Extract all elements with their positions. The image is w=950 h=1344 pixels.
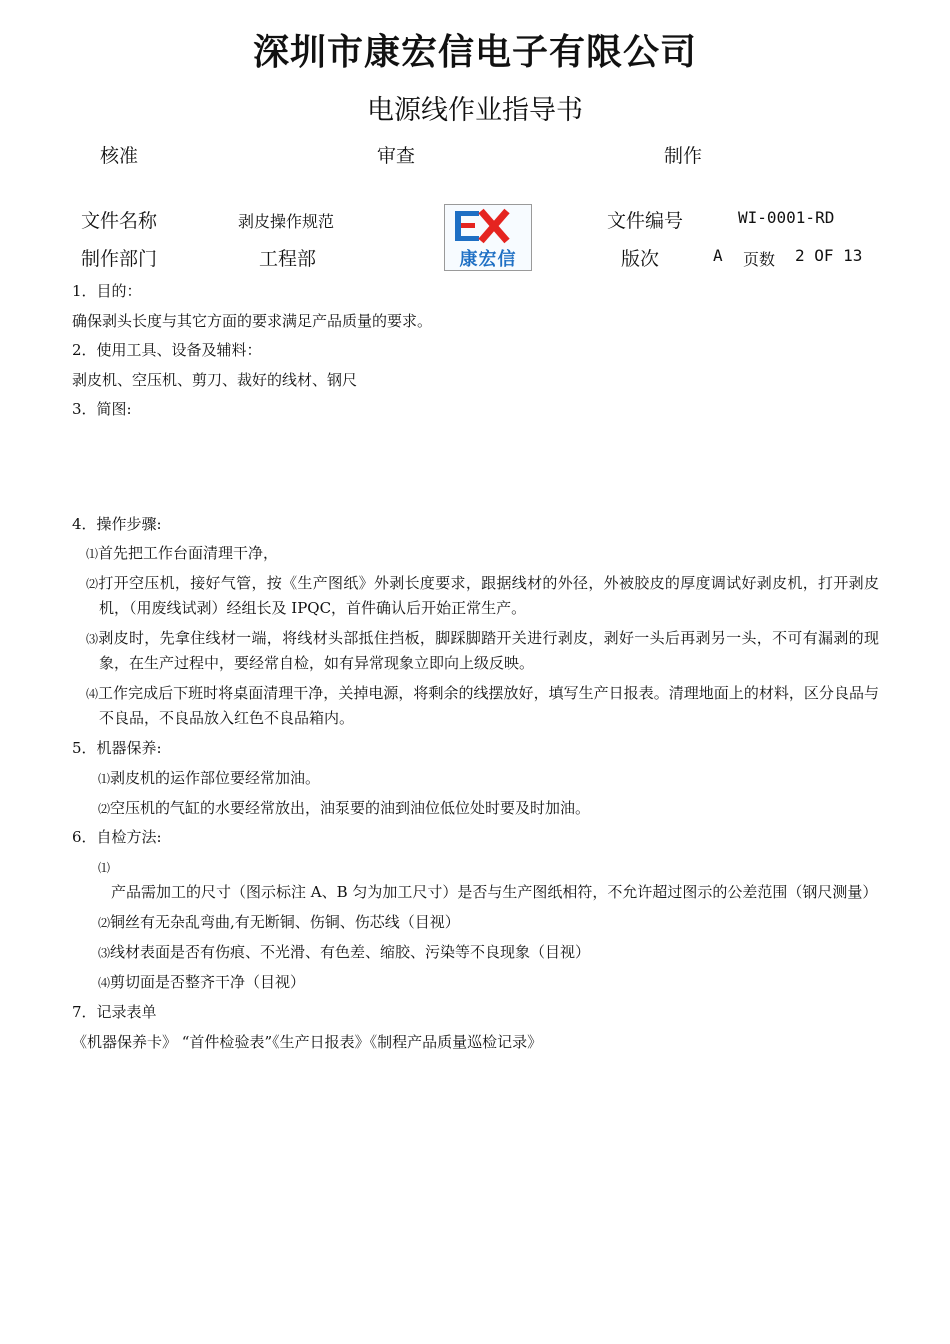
inspection-item xyxy=(98,855,876,904)
review-label: 审查 xyxy=(377,145,416,167)
page-value: 2 OF 13 xyxy=(795,246,863,265)
logo-text: 康宏信 xyxy=(459,249,517,270)
step-text: 打开空压机，接好气管，按《生产图纸》外剥长度要求，跟据线材的外径，外被胶皮的厚度调试好剥皮机，打开剥皮机，（用废线试剥）经组长及 IPQC，首件确认后开始正常生产。 xyxy=(98,574,879,617)
item-text: 剥皮机的运作部位要经常加油。 xyxy=(110,769,321,787)
item-number: ⑵ xyxy=(98,916,111,930)
step-number: ⑴ xyxy=(86,547,99,561)
file-name-value: 剥皮操作规范 xyxy=(238,212,335,231)
section-5-heading: 5．机器保养: xyxy=(72,739,162,757)
dept-value: 工程部 xyxy=(259,248,317,270)
item-text: 剪切面是否整齐干净（目视） xyxy=(110,973,306,991)
step-item xyxy=(86,541,879,566)
make-label: 制作 xyxy=(664,145,703,167)
inspection-item xyxy=(98,970,305,995)
step-text: 首先把工作台面清理干净， xyxy=(98,544,279,562)
approve-label: 核准 xyxy=(100,145,139,167)
item-number: ⑶ xyxy=(98,946,111,960)
page-label: 页数 xyxy=(743,250,776,269)
section-1-heading: 1．目的： xyxy=(72,282,142,300)
item-text: 产品需加工的尺寸（图示标注 A、B 匀为加工尺寸）是否与生产图纸相符，不允许超过图示的公差范围（钢尺测量） xyxy=(111,883,878,901)
file-name-label: 文件名称 xyxy=(81,210,158,232)
item-text: 铜丝有无杂乱弯曲,有无断铜、伤铜、伤芯线（目视） xyxy=(110,913,460,931)
step-item xyxy=(86,681,879,730)
company-logo xyxy=(444,204,532,271)
maintenance-item xyxy=(98,796,590,821)
file-no-label: 文件编号 xyxy=(607,210,684,232)
inspection-item xyxy=(98,940,590,965)
step-number: ⑵ xyxy=(86,577,99,591)
document-title: 电源线作业指导书 xyxy=(367,95,583,126)
company-name: 深圳市康宏信电子有限公司 xyxy=(252,32,697,73)
step-text: 工作完成后下班时将桌面清理干净，关掉电源，将剩余的线摆放好，填写生产日报表。清理地面上的材料，区分良品与不良品，不良品放入红色不良品箱内。 xyxy=(98,684,879,727)
section-2-text: 剥皮机、空压机、剪刀、裁好的线材、钢尺 xyxy=(72,371,358,389)
item-number: ⑴ xyxy=(98,861,111,875)
step-number: ⑶ xyxy=(86,632,99,646)
file-no-value: WI-0001-RD xyxy=(738,208,835,227)
section-6-heading: 6．自检方法: xyxy=(72,828,162,846)
section-7-heading: 7．记录表单 xyxy=(72,1003,157,1021)
section-2-heading: 2．使用工具、设备及辅料： xyxy=(72,341,262,359)
maintenance-item xyxy=(98,766,320,791)
section-4-heading: 4．操作步骤: xyxy=(72,515,162,533)
step-text: 剥皮时，先拿住线材一端，将线材头部抵住挡板，脚踩脚踏开关进行剥皮，剥好一头后再剥另一头，不可有漏剥的现象，在生产过程中，要经常自检，如有异常现象立即向上级反映。 xyxy=(98,629,879,672)
step-number: ⑷ xyxy=(86,687,99,701)
version-value: A xyxy=(713,246,723,265)
inspection-item xyxy=(98,910,460,935)
item-text: 空压机的气缸的水要经常放出，油泵要的油到油位低位处时要及时加油。 xyxy=(110,799,591,817)
step-item xyxy=(86,571,879,620)
item-number: ⑴ xyxy=(98,772,111,786)
logo-ex-icon xyxy=(445,205,531,247)
item-number: ⑷ xyxy=(98,976,111,990)
record-forms-text: 《机器保养卡》 “首件检验表”《生产日报表》《制程产品质量巡检记录》 xyxy=(72,1033,543,1051)
item-text: 线材表面是否有伤痕、不光滑、有色差、缩胶、污染等不良现象（目视） xyxy=(110,943,591,961)
dept-label: 制作部门 xyxy=(81,248,158,270)
step-item xyxy=(86,626,879,675)
item-number: ⑵ xyxy=(98,802,111,816)
version-label: 版次 xyxy=(621,248,660,270)
section-1-text: 确保剥头长度与其它方面的要求满足产品质量的要求。 xyxy=(72,312,433,330)
section-3-heading: 3．简图: xyxy=(72,400,132,418)
